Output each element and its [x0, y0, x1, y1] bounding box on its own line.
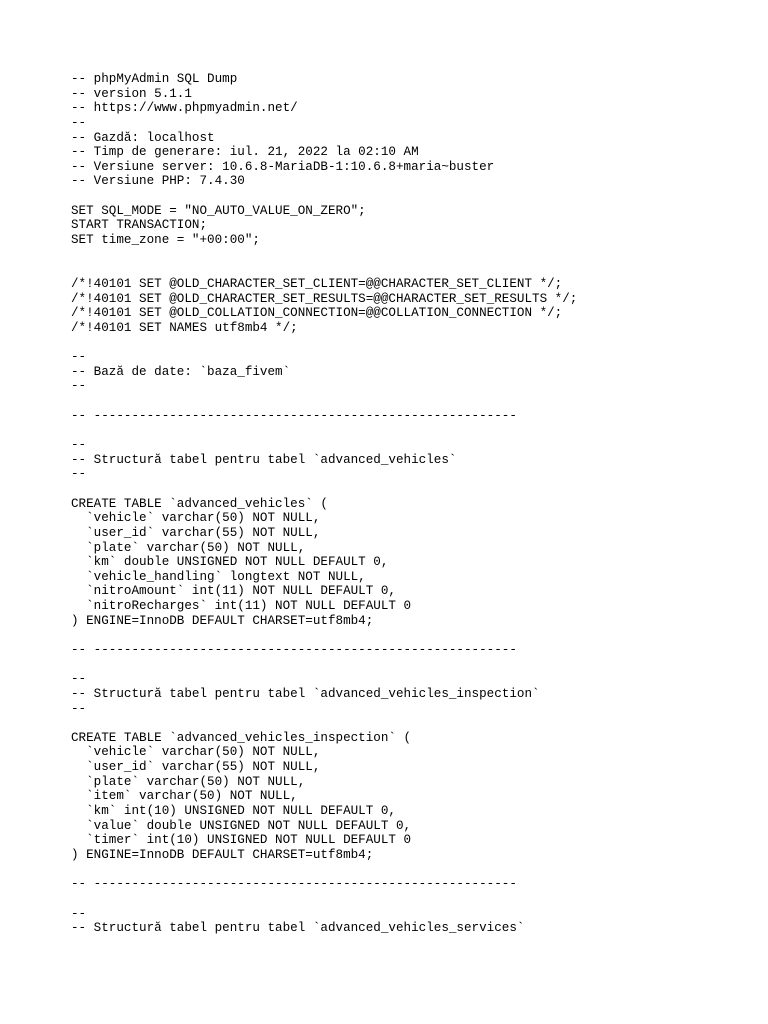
sql-line: -- — [71, 350, 87, 365]
sql-line: -- — [71, 438, 87, 453]
sql-line: `user_id` varchar(55) NOT NULL, — [71, 525, 321, 540]
sql-line — [71, 482, 751, 497]
sql-line: `nitroAmount` int(11) NOT NULL DEFAULT 0, — [71, 584, 396, 599]
sql-line: `user_id` varchar(55) NOT NULL, — [71, 760, 321, 775]
sql-line: -- Gazdă: localhost — [71, 130, 215, 145]
sql-line: /*!40101 SET @OLD_CHARACTER_SET_RESULTS=@@CHARACTER_SET_RESULTS */; — [71, 291, 578, 306]
sql-line: `vehicle` varchar(50) NOT NULL, — [71, 745, 321, 760]
sql-line: `km` int(10) UNSIGNED NOT NULL DEFAULT 0, — [71, 804, 396, 819]
sql-line: -- -------------------------------------------------------- — [71, 877, 517, 892]
sql-line: -- -------------------------------------------------------- — [71, 408, 517, 423]
sql-line: -- — [71, 701, 87, 716]
sql-line — [71, 658, 751, 673]
document-page — [71, 72, 751, 936]
sql-line: `plate` varchar(50) NOT NULL, — [71, 540, 306, 555]
sql-line — [71, 336, 751, 351]
sql-line: /*!40101 SET @OLD_COLLATION_CONNECTION=@@COLLATION_CONNECTION */; — [71, 306, 563, 321]
sql-line: START TRANSACTION; — [71, 218, 208, 233]
sql-line: -- — [71, 115, 87, 130]
sql-line — [71, 863, 751, 878]
sql-line — [71, 394, 751, 409]
sql-line: -- — [71, 379, 87, 394]
sql-line: SET SQL_MODE = "NO_AUTO_VALUE_ON_ZERO"; — [71, 203, 366, 218]
sql-line — [71, 628, 751, 643]
sql-line: -- — [71, 906, 87, 921]
sql-line: ) ENGINE=InnoDB DEFAULT CHARSET=utf8mb4; — [71, 847, 374, 862]
sql-line — [71, 189, 751, 204]
sql-line: /*!40101 SET NAMES utf8mb4 */; — [71, 320, 298, 335]
sql-line: `vehicle_handling` longtext NOT NULL, — [71, 569, 366, 584]
sql-line: -- Bază de date: `baza_fivem` — [71, 364, 291, 379]
sql-line: -- Versiune PHP: 7.4.30 — [71, 174, 245, 189]
sql-line: -- phpMyAdmin SQL Dump — [71, 72, 238, 86]
sql-line — [71, 423, 751, 438]
sql-line: CREATE TABLE `advanced_vehicles` ( — [71, 496, 328, 511]
sql-line: -- Versiune server: 10.6.8-MariaDB-1:10.6.8+maria~buster — [71, 159, 495, 174]
sql-line: `vehicle` varchar(50) NOT NULL, — [71, 511, 321, 526]
sql-line: -- version 5.1.1 — [71, 86, 192, 101]
sql-line: -- https://www.phpmyadmin.net/ — [71, 101, 298, 116]
sql-line: `item` varchar(50) NOT NULL, — [71, 789, 298, 804]
sql-line: `km` double UNSIGNED NOT NULL DEFAULT 0, — [71, 555, 389, 570]
sql-line: `nitroRecharges` int(11) NOT NULL DEFAULT 0 — [71, 599, 412, 614]
sql-line: -- Structură tabel pentru tabel `advanced_vehicles_services` — [71, 921, 525, 936]
sql-line: SET time_zone = "+00:00"; — [71, 233, 260, 248]
sql-line: `timer` int(10) UNSIGNED NOT NULL DEFAULT 0 — [71, 833, 412, 848]
sql-line — [71, 262, 751, 277]
sql-line: CREATE TABLE `advanced_vehicles_inspection` ( — [71, 730, 412, 745]
sql-line: `value` double UNSIGNED NOT NULL DEFAULT 0, — [71, 818, 412, 833]
sql-line: /*!40101 SET @OLD_CHARACTER_SET_CLIENT=@@CHARACTER_SET_CLIENT */; — [71, 276, 563, 291]
sql-line — [71, 248, 751, 263]
sql-line: -- Structură tabel pentru tabel `advanced_vehicles` — [71, 452, 457, 467]
sql-dump-text — [71, 72, 751, 936]
sql-line: -- — [71, 672, 87, 687]
sql-line: `plate` varchar(50) NOT NULL, — [71, 774, 306, 789]
sql-line: -- -------------------------------------------------------- — [71, 642, 517, 657]
sql-line — [71, 716, 751, 731]
sql-line: -- Structură tabel pentru tabel `advanced_vehicles_inspection` — [71, 686, 540, 701]
sql-line: -- — [71, 467, 87, 482]
sql-line: -- Timp de generare: iul. 21, 2022 la 02:10 AM — [71, 145, 419, 160]
sql-line — [71, 892, 751, 907]
sql-line: ) ENGINE=InnoDB DEFAULT CHARSET=utf8mb4; — [71, 613, 374, 628]
